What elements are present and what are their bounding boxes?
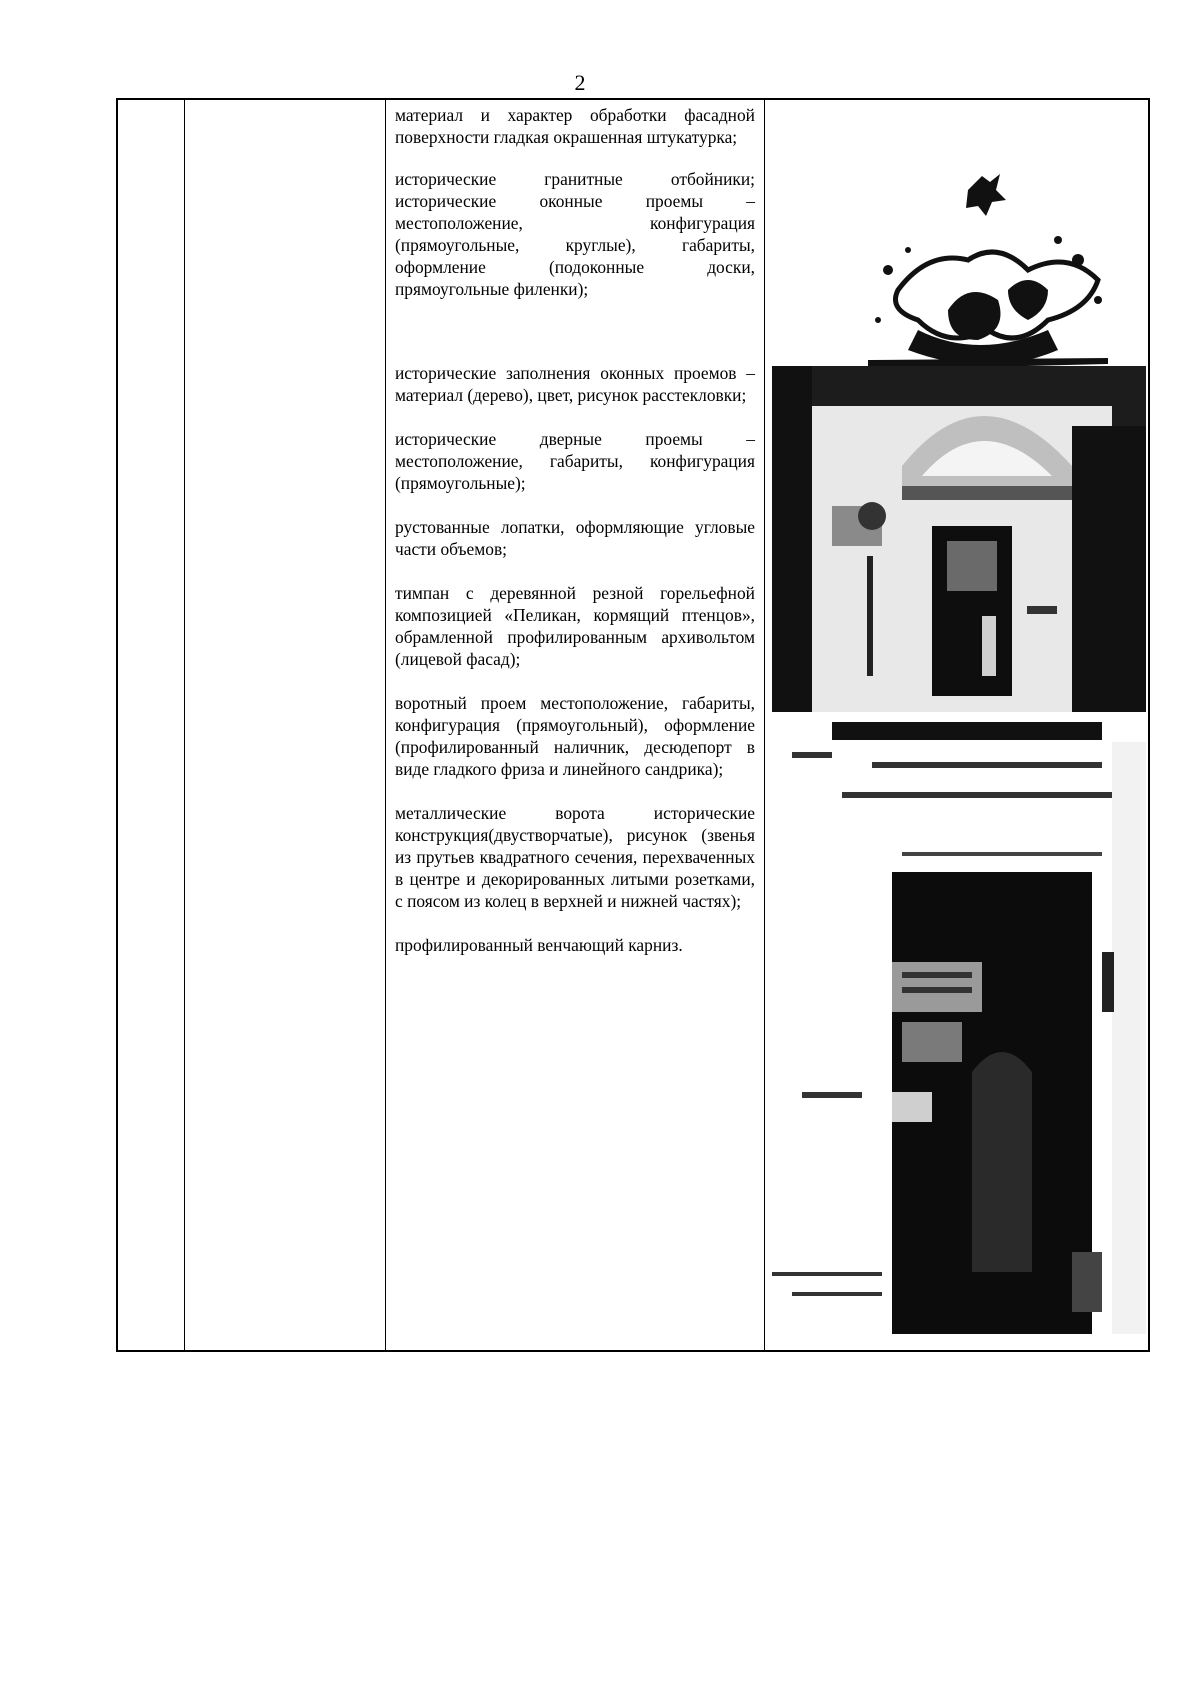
page-number: 2: [574, 70, 586, 95]
column-divider-1: [184, 100, 185, 1350]
column-divider-3: [764, 100, 765, 1350]
paragraph-tympanum: тимпан с деревянной резной горельефной композицией «Пеликан, кормящий птенцов», обрамленной профилированным архивольтом (лицевой фасад);: [395, 583, 755, 669]
paragraph-cornice: профилированный венчающий карниз.: [395, 935, 683, 955]
paragraph-facade-surface: материал и характер обработки фасадной поверхности гладкая окрашенная штукатурка;: [395, 105, 755, 147]
paragraph-window-openings: исторические гранитные отбойники; исторические оконные проемы – местоположение, конфигурация (прямоугольные, круглые), габариты, оформление (подоконные доски, прямоугольные филенки);: [395, 169, 755, 299]
column-divider-2: [385, 100, 386, 1350]
features-description-cell: [395, 104, 755, 978]
paragraph-window-fillings: исторические заполнения оконных проемов – материал (дерево), цвет, рисунок расстекловки;: [395, 363, 755, 405]
gateway-photo: [772, 712, 1146, 1334]
paragraph-door-openings: исторические дверные проемы – местоположение, габариты, конфигурация (прямоугольные);: [395, 429, 755, 493]
protected-features-table: [116, 98, 1150, 1352]
facade-entrance-photo: [772, 366, 1146, 712]
paragraph-rusticated-pilasters: рустованные лопатки, оформляющие угловые части объемов;: [395, 517, 755, 559]
paragraph-metal-gates: металлические ворота исторические конструкция(двустворчатые), рисунок (звенья из прутьев квадратного сечения, перехваченных в центре и декорированных литыми розетками, с поясом из колец в верхней и нижней частях);: [395, 803, 755, 911]
paragraph-gateway-opening: воротный проем местоположение, габариты, конфигурация (прямоугольный), оформление (профилированный наличник, десюдепорт в виде гладкого фриза и линейного сандрика);: [395, 693, 755, 779]
